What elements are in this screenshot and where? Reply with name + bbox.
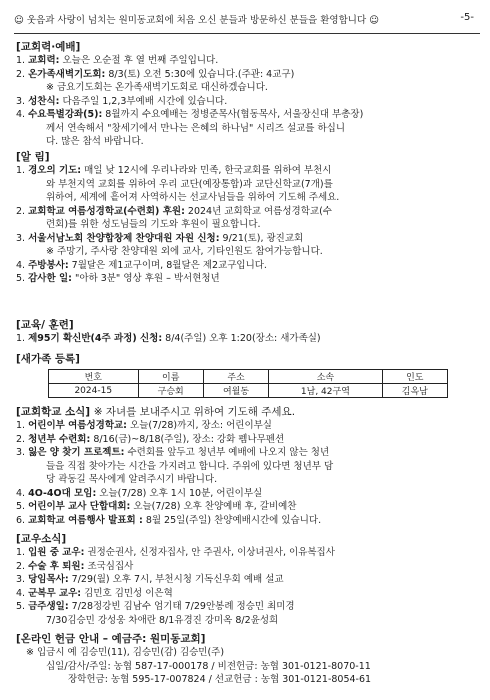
section-title: [새가족 등록]: [16, 353, 80, 365]
item-label: 성찬식:: [28, 95, 60, 107]
item-label: 어린이부 교사 단합대회:: [28, 501, 131, 512]
item-number: 4.: [16, 109, 26, 120]
col-header: 인도: [382, 370, 447, 384]
item-label: 입원 중 교우:: [28, 547, 85, 558]
section-title: [교육/ 훈련]: [16, 319, 74, 331]
item-label: 어린이부 여름성경학교:: [28, 420, 127, 431]
list-item: [16, 205, 476, 219]
section-new-family: [16, 352, 476, 398]
list-item: [16, 68, 476, 82]
item-number: 4.: [16, 487, 26, 499]
members-list: [16, 546, 476, 627]
list-item: [16, 95, 476, 109]
item-label: 잃은 양 찾기 프로젝트:: [28, 447, 125, 458]
item-label: 감사한 일:: [28, 273, 72, 284]
list-item: [16, 514, 476, 528]
item-number: 3.: [16, 574, 26, 585]
section-title: [교회력·예배]: [16, 41, 81, 53]
section-title: [교우소식]: [16, 533, 67, 545]
list-item: [16, 446, 476, 460]
section-school-news: [16, 405, 476, 527]
offering-line: ※ 입금시 예 김승민(11), 김승민(감) 김승민(주): [26, 647, 225, 658]
item-text: ※ 주망기, 주사랑 찬양대원 외에 교사, 기타인원도 참여가능합니다.: [46, 246, 323, 257]
table-cell: 1남, 42구역: [269, 384, 382, 398]
list-item: [16, 487, 476, 501]
table-cell: 여월동: [203, 384, 268, 398]
item-number: 3.: [16, 447, 26, 458]
welcome-header: [14, 12, 480, 32]
item-number: 6.: [16, 514, 26, 526]
col-header: 주소: [203, 370, 268, 384]
item-number: 2.: [16, 433, 26, 445]
item-text: 들을 직접 찾아가는 시간을 가지려고 합니다. 주위에 있다면 청년부 담: [46, 460, 334, 472]
item-label: 교회학교 여름행사 발표회 :: [28, 514, 143, 526]
item-number: 2.: [16, 560, 26, 572]
item-label: 당임목사:: [28, 574, 69, 585]
list-item: [16, 419, 476, 433]
header-divider: [14, 33, 480, 34]
list-item: [16, 178, 476, 192]
item-text: 7월달은 제1교구이며, 8월달은 제2교구입니다.: [71, 259, 267, 271]
item-label: 교회학교 여름성경학교(수련회) 후원:: [28, 205, 185, 217]
list-item: [16, 332, 476, 346]
item-text: 김민호 김민성 이은혁: [84, 587, 173, 599]
table-cell: 김옥남: [382, 384, 447, 398]
item-label: 경오의 기도:: [28, 165, 82, 176]
item-text: 오늘(7/28) 오후 1시 10분, 어린이부실: [99, 487, 263, 499]
section-title: [알 림]: [16, 151, 50, 163]
item-text: 2024년 교회학교 여름성경학교(수: [187, 205, 332, 217]
item-number: 3.: [16, 232, 26, 244]
table-cell: 2024-15: [49, 384, 139, 398]
list-item: [16, 560, 476, 574]
col-header: 번호: [49, 370, 139, 384]
item-number: 5.: [16, 501, 26, 512]
item-text: 당 곽동길 목사에게 알려주시기 바랍니다.: [46, 474, 218, 485]
list-item: [16, 122, 476, 136]
item-label: 제95기 확신반(4주 과정) 신청:: [28, 333, 163, 344]
item-text: 다음주일 1,2,3부예배 시간에 있습니다.: [62, 95, 228, 107]
col-header: 이름: [138, 370, 203, 384]
item-label: 금주생일:: [28, 601, 69, 612]
list-item: [16, 573, 476, 587]
offering-line: 십일/감사/주일: 농협 587-17-000178 / 비전헌금: 농협 301-0121-8070-11: [46, 660, 371, 672]
school-news-list: [16, 419, 476, 527]
section-notices: [16, 150, 476, 286]
list-item: [16, 164, 476, 178]
item-number: 4.: [16, 587, 26, 599]
table-header-row: [49, 370, 448, 384]
item-label: 수술 후 퇴원:: [28, 560, 85, 572]
list-item: [16, 135, 476, 149]
item-text: 9/21(토), 광진교회: [222, 232, 304, 244]
list-item: [16, 473, 476, 487]
list-item: [16, 614, 476, 628]
list-item: [16, 546, 476, 560]
item-text: 7/29(월) 오후 7시, 부천시청 기독신우회 예배 설교: [71, 574, 284, 585]
section-members: [16, 532, 476, 627]
list-item: [16, 81, 476, 95]
table-cell: 구승회: [138, 384, 203, 398]
list-item: [16, 600, 476, 614]
table-row: [49, 384, 448, 398]
item-text: 께서 연속해서 "창세기에서 만나는 은혜의 하나님" 시리즈 설교를 하십니: [46, 122, 346, 134]
item-text: 다. 많은 참석 바랍니다.: [46, 136, 144, 147]
section-calendar: [16, 40, 476, 149]
item-number: 5.: [16, 273, 26, 284]
list-item: [16, 272, 476, 286]
item-text: ※ 금요기도회는 온가족새벽기도회로 대신하겠습니다.: [46, 82, 268, 93]
item-number: 1.: [16, 333, 26, 344]
item-text: 오늘(7/28)까지, 장소: 어린이부실: [130, 420, 272, 431]
item-text: "아하 3분" 영상 후원 – 박서현청년: [74, 273, 220, 284]
item-text: 8/4(주일) 오후 1:20(장소: 새가족실): [165, 333, 321, 344]
item-text: 7/30김승민 강성웅 차애란 8/1유경진 강미옥 8/2윤성희: [46, 614, 279, 626]
list-item: [16, 218, 476, 232]
item-number: 2.: [16, 68, 26, 80]
item-label: 서울서남노회 찬양합창제 찬양대원 자원 신청:: [28, 232, 220, 244]
item-text: 위하여, 세계에 흩어져 사역하시는 선교사님들을 위하여 기도해 주세요.: [46, 192, 340, 203]
item-number: 5.: [16, 601, 26, 612]
offering-line: 장학헌금: 농협 595-17-007824 / 선교헌금 : 농협 301-0121-8054-61: [68, 674, 372, 685]
new-family-table: [48, 369, 448, 398]
item-label: 교회력:: [28, 55, 60, 66]
item-number: 1.: [16, 420, 26, 431]
item-text: 와 부천지역 교회를 위하여 우리 교단(예장통합)과 교단신학교(7개)를: [46, 178, 333, 190]
item-number: 1.: [16, 55, 26, 66]
list-item: [16, 191, 476, 205]
section-title: [온라인 헌금 안내 – 예금주: 원미동교회]: [16, 633, 206, 645]
education-list: [16, 332, 476, 346]
section-education: [16, 318, 476, 346]
item-text: 7/28정강빈 김남수 엄기태 7/29안봉례 정승민 최미경: [71, 601, 295, 612]
item-number: 2.: [16, 205, 26, 217]
item-label: 4O-4O대 모임:: [28, 487, 97, 499]
item-text: 수련회를 앞두고 청년부 예배에 나오지 않는 청년: [127, 447, 330, 458]
item-number: 4.: [16, 259, 26, 271]
list-item: [16, 587, 476, 601]
list-item: [16, 259, 476, 273]
list-item: [16, 108, 476, 122]
item-text: 8/16(금)~8/18(주일), 장소: 강화 펨나무펜션: [93, 433, 285, 445]
list-item: [16, 460, 476, 474]
item-number: 1.: [16, 165, 26, 176]
item-text: 련회)를 위한 성도님들의 기도와 후원이 필요합니다.: [46, 219, 261, 230]
item-text: 조국심집사: [87, 560, 134, 572]
list-item: [16, 232, 476, 246]
welcome-text: ☺ 웃음과 사랑이 넘치는 원미동교회에 처음 오신 분들과 방문하신 분들을 환영합니다 ☺: [14, 15, 380, 26]
section-offering: [16, 632, 476, 687]
list-item: [16, 54, 476, 68]
item-label: 청년부 수련회:: [28, 433, 91, 445]
list-item: [16, 433, 476, 447]
item-text: 8월까지 수요예배는 정병준목사(협동목사, 서울장신대 부총장): [105, 109, 364, 120]
item-number: 1.: [16, 547, 26, 558]
item-text: 오늘(7/28) 오후 찬양예배 후, 갈비예찬: [133, 501, 297, 512]
page-number: -5-: [460, 12, 474, 23]
item-label: 온가족새벽기도회:: [28, 68, 106, 80]
item-text: 매일 낮 12시에 우리나라와 민족, 한국교회를 위하여 부천시: [84, 165, 332, 176]
list-item: [16, 245, 476, 259]
section-title: [16, 405, 476, 419]
section-title-text: [교회학교 소식]: [16, 406, 91, 418]
item-text: 8/3(토) 오전 5:30에 있습니다.(주관: 4교구): [108, 68, 295, 80]
item-text: 8월 25일(주일) 찬양예배시간에 있습니다.: [145, 514, 322, 526]
item-label: 주방봉사:: [28, 259, 69, 271]
col-header: 소속: [269, 370, 382, 384]
calendar-list: [16, 54, 476, 149]
notices-list: [16, 164, 476, 286]
item-label: 군복무 교우:: [28, 587, 82, 599]
item-text: 오늘은 오순절 후 열 번째 주일입니다.: [62, 55, 219, 66]
section-note: ※ 자녀를 보내주시고 위하여 기도해 주세요.: [93, 406, 296, 418]
item-label: 수요특별강좌(5):: [28, 109, 103, 120]
item-number: 3.: [16, 95, 26, 107]
list-item: [16, 500, 476, 514]
item-text: 권정순권사, 신정자집사, 안 주권사, 이상녀권사, 이유복집사: [87, 547, 335, 558]
